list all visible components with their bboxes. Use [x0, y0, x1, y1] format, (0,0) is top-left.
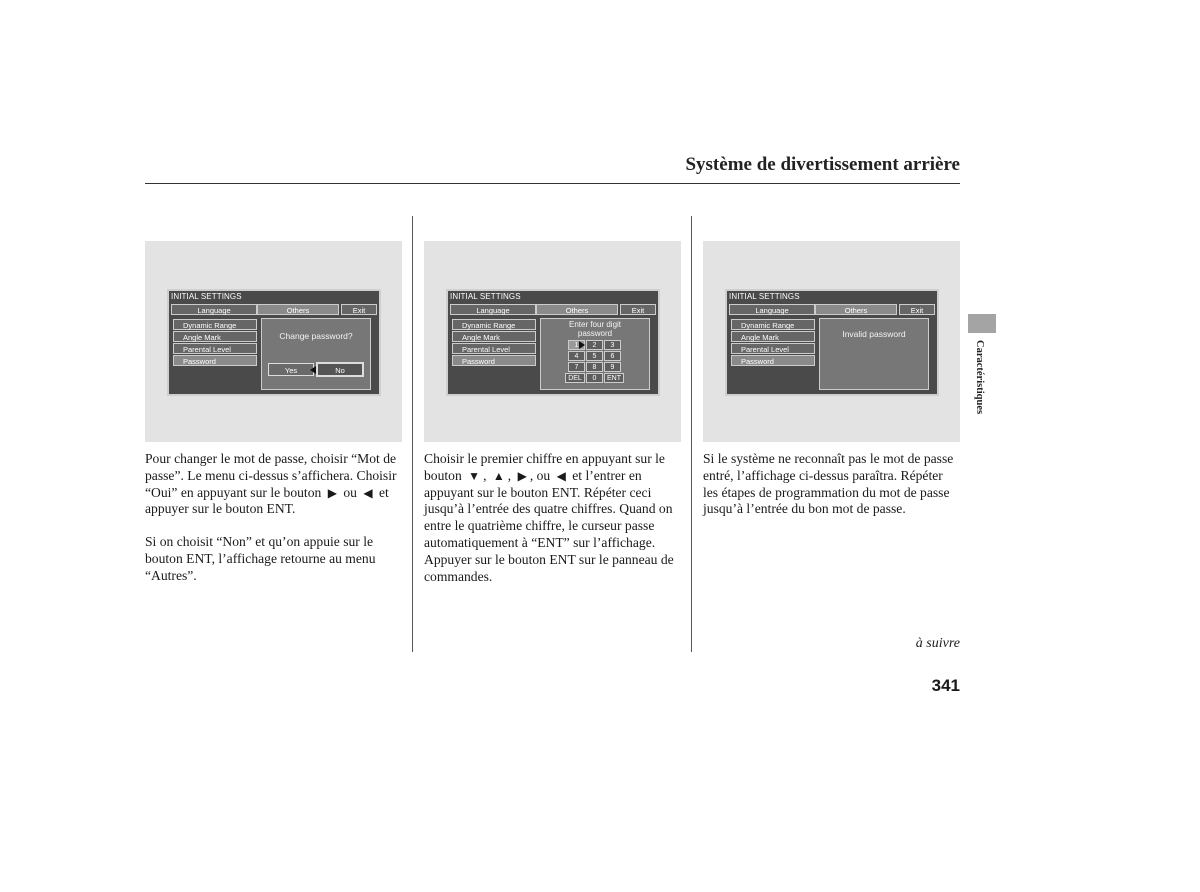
tab-others: Others	[536, 304, 618, 315]
menu-item-parental-level: Parental Level	[452, 343, 536, 354]
dialog-panel	[261, 318, 371, 390]
cursor-arrow-icon	[579, 341, 585, 349]
left-paragraph-1a: Pour changer le mot de passe, choisir “Mot de passe”. Le menu ci-dessus s’affichera. Choisir “Oui” en appuyant sur le bouton	[145, 451, 397, 500]
no-button: No	[316, 362, 364, 377]
middle-paragraph-1b: et l’entrer en appuyant sur le bouton ENT. Répéter ceci jusqu’à l’entrée des quatre chiffres. Quand on entre le quatrième chiffre, le curseur passe automatiquement à “ENT” sur l’affichage. Appuyer sur le bouton ENT sur le panneau de commandes.	[424, 467, 674, 584]
tab-others: Others	[257, 304, 339, 315]
message-panel	[819, 318, 929, 390]
section-tab-label: Caractéristiques	[974, 340, 985, 415]
left-paragraph-1b: et appuyer sur le bouton ENT.	[145, 484, 389, 517]
settings-menu	[173, 319, 257, 367]
right-column-text	[703, 451, 961, 534]
tab-exit: Exit	[620, 304, 656, 315]
comma: ,	[507, 467, 512, 483]
key-5: 5	[586, 351, 603, 361]
yes-button: Yes	[268, 363, 314, 376]
invalid-password-message: Invalid password	[842, 329, 906, 339]
menu-item-password: Password	[173, 355, 257, 366]
key-del: DEL	[565, 373, 585, 383]
key-6: 6	[604, 351, 621, 361]
left-column-text	[145, 451, 403, 601]
down-arrow-icon: ▼	[468, 468, 481, 483]
left-or: ou	[343, 484, 357, 500]
middle-or: , ou	[529, 467, 551, 483]
screen-title: INITIAL SETTINGS	[450, 292, 521, 301]
tab-language: Language	[450, 304, 536, 315]
key-9: 9	[604, 362, 621, 372]
keypad-panel	[540, 318, 650, 390]
figure-change-password	[145, 241, 402, 442]
middle-column-text	[424, 451, 682, 601]
display-screen	[167, 289, 381, 396]
key-0: 0	[586, 373, 603, 383]
menu-item-angle-mark: Angle Mark	[731, 331, 815, 342]
figure-invalid-password	[703, 241, 960, 442]
menu-item-angle-mark: Angle Mark	[173, 331, 257, 342]
left-arrow-icon: ◀	[363, 485, 373, 500]
key-2: 2	[586, 340, 603, 350]
right-arrow-icon: ▶	[327, 485, 337, 500]
menu-item-password: Password	[731, 355, 815, 366]
display-screen	[446, 289, 660, 396]
column-divider	[412, 216, 413, 652]
key-7: 7	[568, 362, 585, 372]
dialog-prompt: Change password?	[279, 331, 353, 341]
tab-exit: Exit	[899, 304, 935, 315]
key-ent: ENT	[604, 373, 624, 383]
continued-note: à suivre	[915, 636, 960, 651]
menu-item-password: Password	[452, 355, 536, 366]
menu-item-dynamic-range: Dynamic Range	[173, 319, 257, 330]
left-arrow-icon: ◀	[556, 468, 566, 483]
tab-others: Others	[815, 304, 897, 315]
tab-exit: Exit	[341, 304, 377, 315]
tab-language: Language	[729, 304, 815, 315]
key-1: 1	[568, 340, 585, 350]
menu-item-dynamic-range: Dynamic Range	[452, 319, 536, 330]
key-4: 4	[568, 351, 585, 361]
up-arrow-icon: ▲	[492, 468, 505, 483]
left-paragraph-2: Si on choisit “Non” et qu’on appuie sur le bouton ENT, l’affichage retourne au menu “Autres”.	[145, 534, 376, 583]
display-screen	[725, 289, 939, 396]
tab-language: Language	[171, 304, 257, 315]
figure-enter-password	[424, 241, 681, 442]
menu-item-parental-level: Parental Level	[173, 343, 257, 354]
keypad-prompt-line1: Enter four digit	[568, 320, 622, 329]
menu-item-dynamic-range: Dynamic Range	[731, 319, 815, 330]
comma: ,	[483, 467, 487, 483]
key-3: 3	[604, 340, 621, 350]
column-divider	[691, 216, 692, 652]
menu-item-parental-level: Parental Level	[731, 343, 815, 354]
key-8: 8	[586, 362, 603, 372]
screen-title: INITIAL SETTINGS	[171, 292, 242, 301]
right-paragraph-1: Si le système ne reconnaît pas le mot de passe entré, l’affichage ci-dessus paraîtra. Répéter les étapes de programmation du mot de passe jusqu’à l’entrée du bon mot de passe.	[703, 451, 954, 517]
settings-menu	[452, 319, 536, 367]
right-arrow-icon: ▶	[517, 468, 527, 483]
header-rule	[145, 183, 960, 184]
page-number: 341	[931, 676, 960, 695]
screen-title: INITIAL SETTINGS	[729, 292, 800, 301]
menu-item-angle-mark: Angle Mark	[452, 331, 536, 342]
section-tab-marker	[968, 314, 996, 333]
cursor-arrow-icon	[310, 366, 316, 374]
keypad-prompt-line2: password	[577, 329, 613, 338]
settings-menu	[731, 319, 815, 367]
middle-paragraph-1a: Choisir le premier chiffre en appuyant sur le bouton	[424, 451, 665, 483]
page-title: Système de divertissement arrière	[685, 154, 960, 175]
